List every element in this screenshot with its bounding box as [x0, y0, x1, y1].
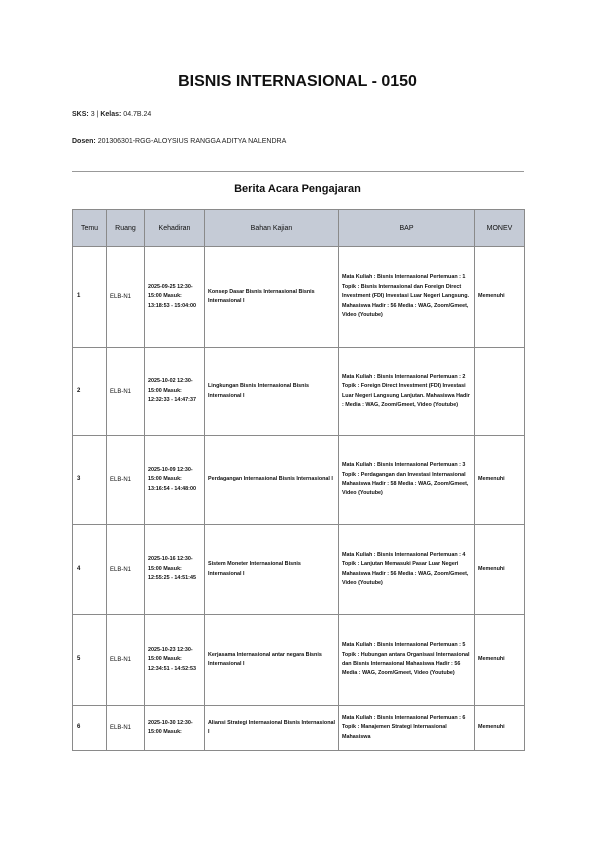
table-row [73, 436, 525, 525]
cell-bahan-kajian: Lingkungan Bisnis Internasional Bisnis Internasional I [205, 348, 339, 436]
cell-bahan-kajian: Aliansi Strategi Internasional Bisnis Internasional I [205, 706, 339, 751]
separator: | [96, 111, 99, 118]
cell-monev: Memenuhi [475, 615, 525, 706]
cell-temu: 2 [73, 348, 107, 436]
header-kehadiran: Kehadiran [145, 210, 205, 247]
table-row [73, 247, 525, 348]
cell-kehadiran: 2025-09-25 12:30-15:00 Masuk: 13:18:53 - 15:04:00 [145, 247, 205, 348]
cell-temu: 3 [73, 436, 107, 525]
cell-ruang: ELB-N1 [107, 348, 145, 436]
dosen-value: 201306301-RGG-ALOYSIUS RANGGA ADITYA NALENDRA [97, 138, 287, 145]
table-row [73, 706, 525, 751]
cell-bap: Mata Kuliah : Bisnis Internasional Pertemuan : 1 Topik : Bisnis Internasional dan Foreign Direct Investment (FDI) Investasi Luar Negeri Langsung. Mahasiswa Hadir : 56 Media : WAG, Zoom/Gmeet, Video (Youtube) [339, 247, 475, 348]
header-monev: MONEV [475, 210, 525, 247]
cell-monev: Memenuhi [475, 436, 525, 525]
cell-bap: Mata Kuliah : Bisnis Internasional Pertemuan : 3 Topik : Perdagangan dan Investasi Internasional Mahasiswa Hadir : 58 Media : WAG, Zoom/Gmeet, Video (Youtube) [339, 436, 475, 525]
sks-value: 3 [90, 111, 95, 118]
cell-kehadiran: 2025-10-09 12:30-15:00 Masuk: 13:16:54 - 14:48:00 [145, 436, 205, 525]
cell-ruang: ELB-N1 [107, 706, 145, 751]
kelas-value: 04.7B.24 [123, 111, 152, 118]
cell-monev [475, 348, 525, 436]
sks-kelas-line [72, 111, 151, 118]
cell-temu: 4 [73, 525, 107, 615]
cell-monev: Memenuhi [475, 247, 525, 348]
cell-kehadiran: 2025-10-16 12:30-15:00 Masuk: 12:55:25 - 14:51:45 [145, 525, 205, 615]
cell-kehadiran: 2025-10-23 12:30-15:00 Masuk: 12:34:51 - 14:52:53 [145, 615, 205, 706]
sks-label: SKS: [72, 111, 89, 118]
cell-ruang: ELB-N1 [107, 247, 145, 348]
cell-monev: Memenuhi [475, 706, 525, 751]
cell-ruang: ELB-N1 [107, 615, 145, 706]
table-row [73, 525, 525, 615]
cell-monev: Memenuhi [475, 525, 525, 615]
cell-kehadiran: 2025-10-30 12:30-15:00 Masuk: [145, 706, 205, 751]
cell-ruang: ELB-N1 [107, 525, 145, 615]
cell-temu: 6 [73, 706, 107, 751]
section-title: Berita Acara Pengajaran [234, 183, 361, 195]
cell-temu: 5 [73, 615, 107, 706]
table-header-row [73, 210, 525, 247]
cell-bahan-kajian: Perdagangan Internasional Bisnis Internasional I [205, 436, 339, 525]
cell-bap: Mata Kuliah : Bisnis Internasional Pertemuan : 5 Topik : Hubungan antara Organisasi Internasional dan Bisnis Internasional Mahasiswa Hadir : 56 Media : WAG, Zoom/Gmeet, Video (Youtube) [339, 615, 475, 706]
dosen-line [72, 138, 286, 145]
bap-table [72, 209, 525, 751]
cell-bap: Mata Kuliah : Bisnis Internasional Pertemuan : 4 Topik : Lanjutan Memasuki Pasar Luar Negeri Mahasiswa Hadir : 56 Media : WAG, Zoom/Gmeet, Video (Youtube) [339, 525, 475, 615]
cell-ruang: ELB-N1 [107, 436, 145, 525]
cell-bap: Mata Kuliah : Bisnis Internasional Pertemuan : 6 Topik : Manajemen Strategi Internasional Mahasiswa [339, 706, 475, 751]
table-row [73, 615, 525, 706]
header-bap: BAP [339, 210, 475, 247]
document-title: BISNIS INTERNASIONAL - 0150 [178, 73, 417, 90]
divider [72, 171, 524, 172]
header-bahan-kajian: Bahan Kajian [205, 210, 339, 247]
cell-bahan-kajian: Sistem Moneter Internasional Bisnis Internasional I [205, 525, 339, 615]
table-row [73, 348, 525, 436]
header-temu: Temu [73, 210, 107, 247]
cell-kehadiran: 2025-10-02 12:30-15:00 Masuk: 12:32:33 - 14:47:37 [145, 348, 205, 436]
dosen-label: Dosen: [72, 138, 96, 145]
kelas-label: Kelas: [100, 111, 122, 118]
cell-bap: Mata Kuliah : Bisnis Internasional Pertemuan : 2 Topik : Foreign Direct Investment (FDI) Investasi Luar Negeri Langsung Lanjutan. Mahasiswa Hadir : Media : WAG, Zoom/Gmeet, Video (Youtube) [339, 348, 475, 436]
cell-bahan-kajian: Konsep Dasar Bisnis Internasional Bisnis Internasional I [205, 247, 339, 348]
header-ruang: Ruang [107, 210, 145, 247]
cell-bahan-kajian: Kerjasama Internasional antar negara Bisnis Internasional I [205, 615, 339, 706]
cell-temu: 1 [73, 247, 107, 348]
